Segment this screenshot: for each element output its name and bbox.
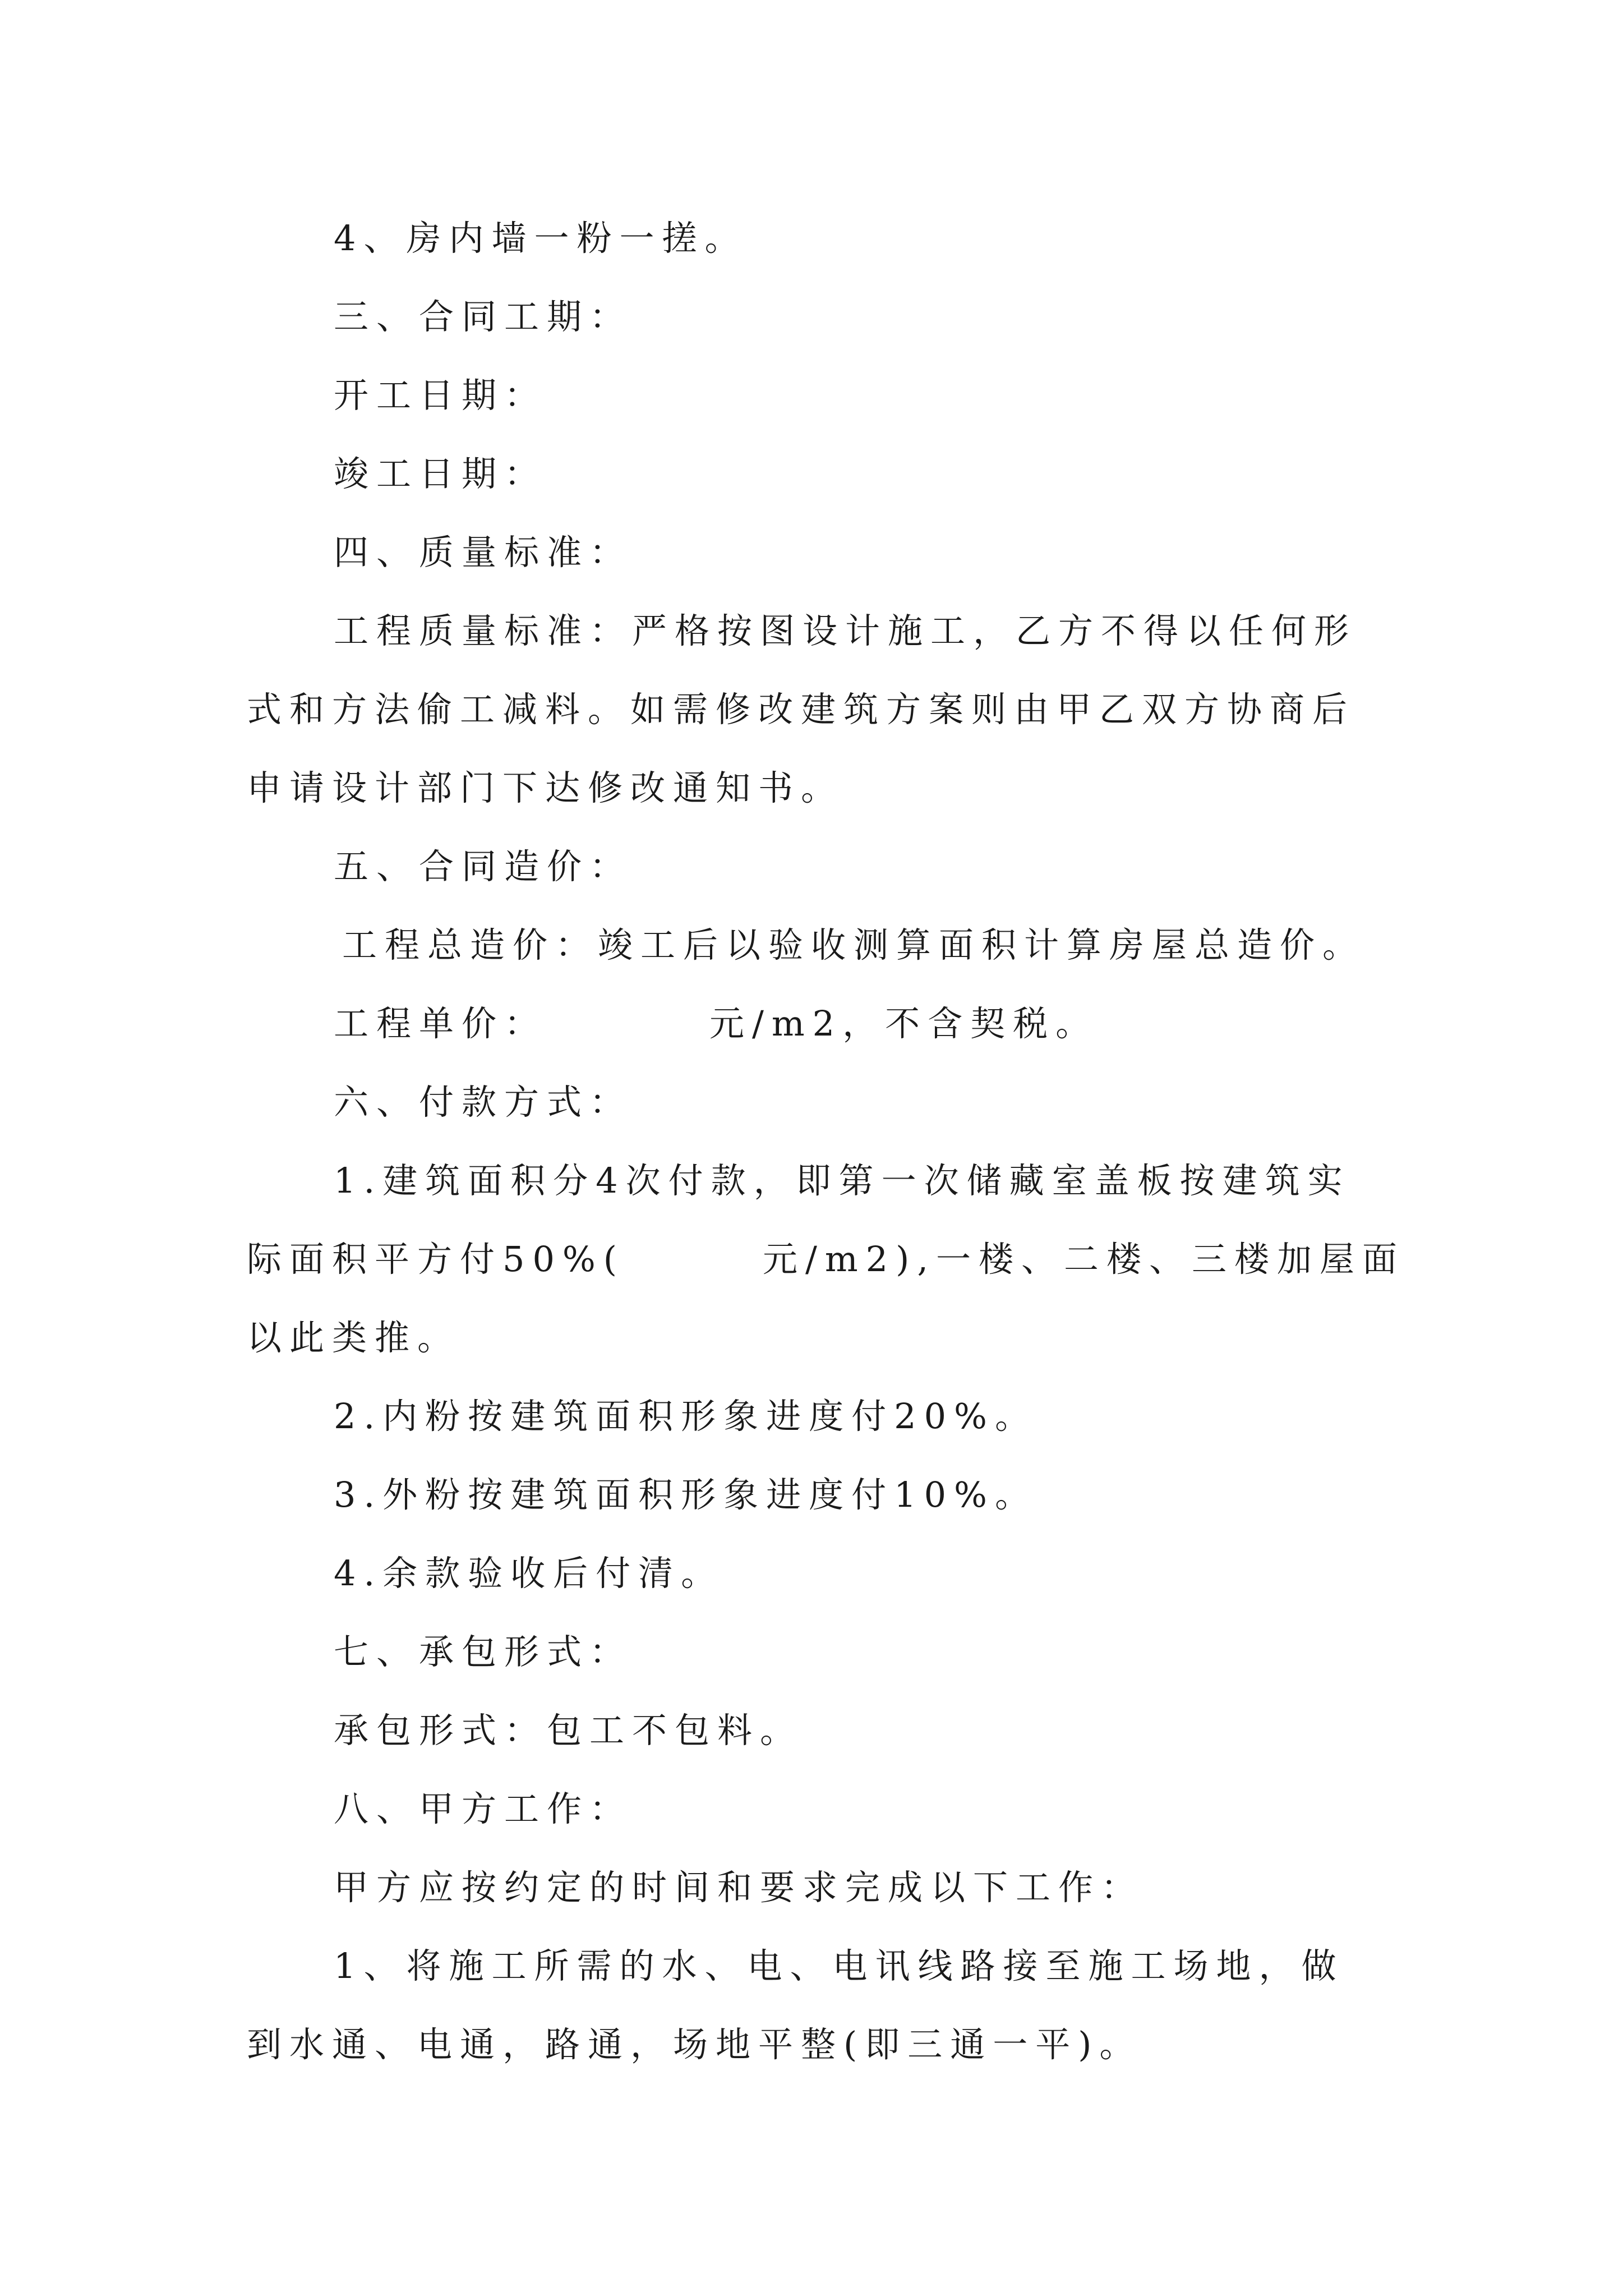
party-a-duties-intro: 甲方应按约定的时间和要求完成以下工作： [334, 1867, 1144, 1908]
quality-standard-line-2: 式和方法偷工减料。如需修改建筑方案则由甲乙双方协商后 [247, 689, 1355, 730]
completion-date-label: 竣工日期： [334, 453, 547, 494]
payment-item-3: 3.外粉按建筑面积形象进度付10%。 [334, 1474, 1038, 1515]
section-6-heading: 六、付款方式： [334, 1082, 633, 1122]
payment-item-1-line-1: 1.建筑面积分4次付款，即第一次储藏室盖板按建筑实 [334, 1160, 1350, 1201]
payment-item-1-line-2b: 元/m2),一楼、二楼、三楼加屋面 [763, 1239, 1405, 1280]
quality-standard-line-1: 工程质量标准：严格按图设计施工，乙方不得以任何形 [334, 610, 1357, 651]
item-4-interior-wall: 4、房内墙一粉一搓。 [334, 218, 748, 259]
start-date-label: 开工日期： [334, 375, 547, 416]
unit-price-label: 工程单价： [334, 1003, 547, 1044]
section-7-heading: 七、承包形式： [334, 1631, 633, 1672]
section-4-heading: 四、质量标准： [334, 532, 633, 573]
contract-form-line: 承包形式：包工不包料。 [334, 1710, 803, 1751]
party-a-duty-1-line-2: 到水通、电通，路通，场地平整(即三通一平)。 [247, 2024, 1142, 2065]
section-8-heading: 八、甲方工作： [334, 1788, 633, 1829]
payment-item-1-line-2a: 际面积平方付50%( [247, 1239, 625, 1280]
party-a-duty-1-line-1: 1、将施工所需的水、电、电讯线路接至施工场地，做 [334, 1945, 1344, 1986]
payment-item-4: 4.余款验收后付清。 [334, 1553, 724, 1594]
section-3-heading: 三、合同工期： [334, 296, 633, 337]
section-5-heading: 五、合同造价： [334, 846, 633, 887]
quality-standard-line-3: 申请设计部门下达修改通知书。 [247, 767, 844, 808]
total-cost-line: 工程总造价：竣工后以验收测算面积计算房屋总造价。 [342, 924, 1366, 965]
payment-item-1-line-3: 以此类推。 [247, 1317, 460, 1358]
payment-item-2: 2.内粉按建筑面积形象进度付20%。 [334, 1396, 1038, 1437]
unit-price-unit: 元/m2，不含契税。 [709, 1003, 1099, 1044]
